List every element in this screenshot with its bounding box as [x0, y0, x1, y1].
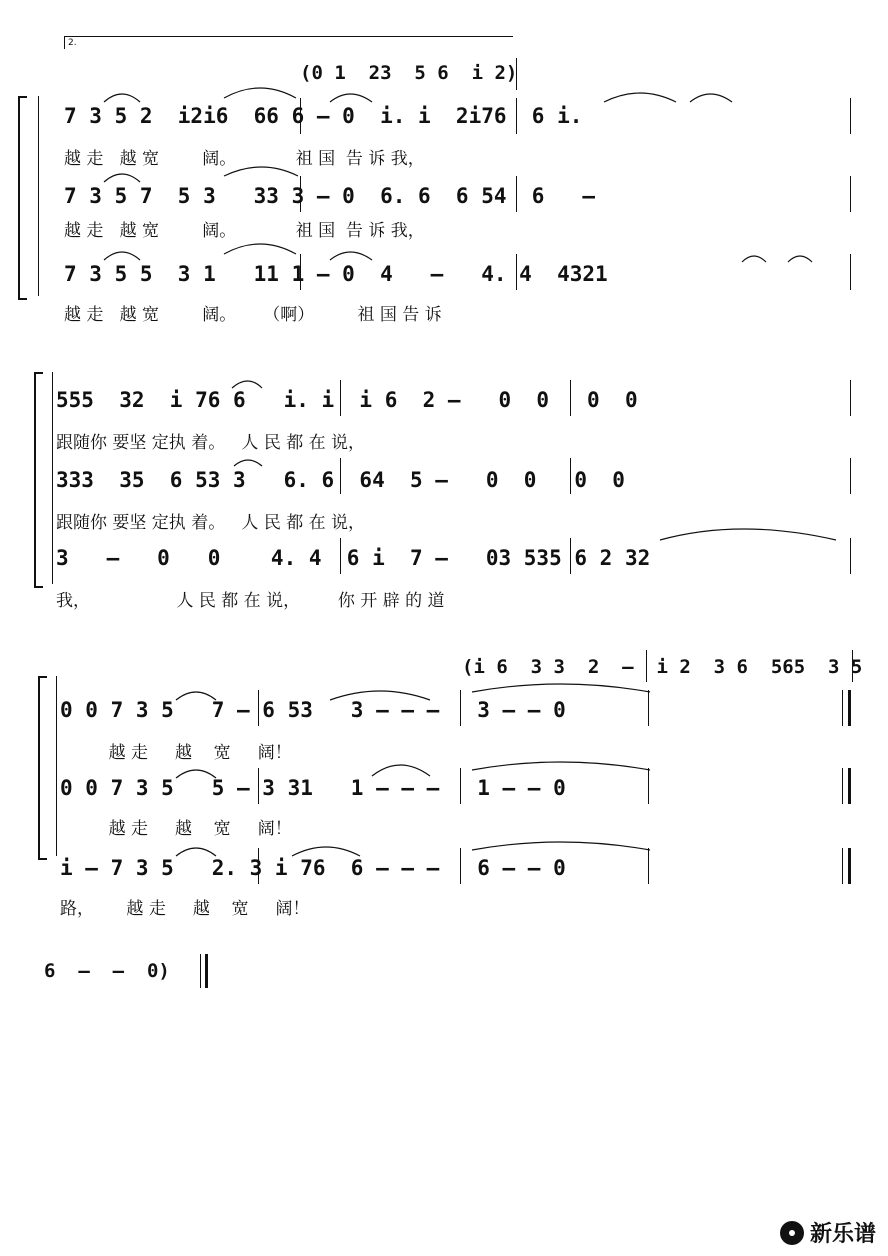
barline	[850, 380, 851, 416]
volta-bracket	[64, 36, 513, 49]
staff-row-2-lyrics: 越 走 越 宽 阔。 祖 国 告 诉 我，	[64, 221, 425, 241]
coda-phrase: 6 – – 0)	[44, 960, 170, 982]
barline	[850, 458, 851, 494]
barline	[516, 176, 517, 212]
barline	[648, 768, 649, 804]
barline	[258, 768, 259, 804]
logo-text: 新乐谱	[809, 1222, 876, 1247]
barline	[570, 538, 571, 574]
staff-row-3-lyrics: 越 走 越 宽 阔。 （啊） 祖 国 告 诉	[64, 305, 442, 325]
final-barline	[848, 690, 851, 726]
volta-label: 2.	[68, 38, 77, 48]
staff-row-1-notes: 555 32 i 76 6 i. i i 6 2 – 0 0 0 0	[56, 388, 638, 412]
staff-row-2-lyrics: 跟随你 要坚 定执 着。 人 民 都 在 说，	[56, 513, 366, 533]
site-logo	[780, 1217, 876, 1248]
barline	[460, 848, 461, 884]
barline	[648, 848, 649, 884]
barline	[570, 380, 571, 416]
barline	[340, 538, 341, 574]
barline	[850, 98, 851, 134]
barline	[300, 176, 301, 212]
barline	[200, 954, 201, 988]
barline	[842, 768, 843, 804]
barline	[516, 98, 517, 134]
staff-row-1-notes: 0 0 7 3 5 7 – 6 53 3 – – – 3 – – 0	[60, 698, 566, 722]
record-disc-icon	[780, 1221, 804, 1245]
barline	[460, 690, 461, 726]
staff-row-3-notes: i – 7 3 5 2. 3 i 76 6 – – – 6 – – 0	[60, 856, 566, 880]
final-barline	[848, 848, 851, 884]
system-brace	[38, 676, 47, 860]
barline	[646, 650, 647, 682]
barline	[570, 458, 571, 494]
barline	[340, 458, 341, 494]
intro-phrase: (i 6 3 3 2 – i 2 3 6 565 3 5	[462, 656, 863, 678]
barline	[516, 254, 517, 290]
staff-row-1-lyrics: 越 走 越 宽 阔！	[60, 743, 292, 763]
staff-row-2-notes: 333 35 6 53 3 6. 6 64 5 – 0 0 0 0	[56, 468, 625, 492]
barline	[842, 690, 843, 726]
barline	[258, 848, 259, 884]
barline	[852, 650, 853, 682]
staff-row-2-lyrics: 越 走 越 宽 阔！	[60, 819, 292, 839]
staff-row-3-notes: 3 – 0 0 4. 4 6 i 7 – 03 535 6 2 32	[56, 546, 651, 570]
staff-row-1-lyrics: 越 走 越 宽 阔。 祖 国 告 诉 我，	[64, 149, 425, 169]
barline	[516, 58, 517, 90]
staff-row-2-notes: 7 3 5 7 5 3 33 3 – 0 6. 6 6 54 6 –	[64, 184, 596, 208]
system-brace	[18, 96, 27, 300]
system-brace-line	[52, 372, 53, 584]
barline	[300, 254, 301, 290]
barline	[850, 254, 851, 290]
system-brace-line	[38, 96, 39, 296]
barline	[850, 538, 851, 574]
barline	[460, 768, 461, 804]
staff-row-3-notes: 7 3 5 5 3 1 11 1 – 0 4 – 4. 4 4321	[64, 262, 608, 286]
system-brace-line	[56, 676, 57, 856]
staff-row-1-notes: 7 3 5 2 i2i6 66 6 – 0 i. i 2i76 6 i.	[64, 104, 583, 128]
barline	[850, 176, 851, 212]
final-barline	[205, 954, 208, 988]
final-barline	[848, 768, 851, 804]
intro-phrase: (0 1 23 5 6 i 2)	[300, 62, 518, 84]
staff-row-1-lyrics: 跟随你 要坚 定执 着。 人 民 都 在 说，	[56, 433, 366, 453]
barline	[648, 690, 649, 726]
barline	[340, 380, 341, 416]
barline	[300, 98, 301, 134]
barline	[258, 690, 259, 726]
system-brace	[34, 372, 43, 588]
barline	[842, 848, 843, 884]
staff-row-2-notes: 0 0 7 3 5 5 – 3 31 1 – – – 1 – – 0	[60, 776, 566, 800]
staff-row-3-lyrics: 路， 越 走 越 宽 阔！	[60, 899, 310, 919]
staff-row-3-lyrics: 我， 人 民 都 在 说， 你 开 辟 的 道	[56, 591, 445, 611]
